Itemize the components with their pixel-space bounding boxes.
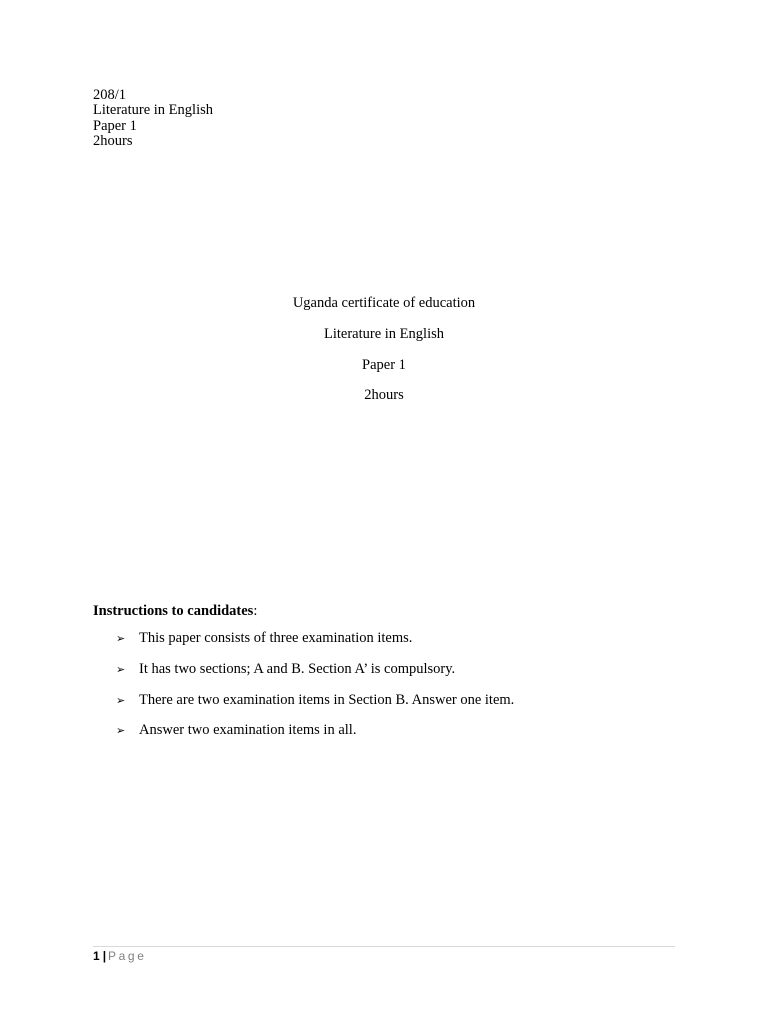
instructions-heading: [93, 603, 257, 620]
footer-separator: |: [102, 949, 107, 963]
instructions-heading-text: Instructions to candidates: [93, 603, 254, 619]
list-item: [0, 630, 768, 661]
header-block: [93, 88, 213, 150]
title-subject: Literature in English: [324, 325, 444, 342]
footer-divider: [93, 946, 675, 947]
paper-code: 208/1: [93, 87, 127, 103]
title-paper: Paper 1: [362, 356, 406, 373]
page-label: Page: [108, 949, 147, 963]
title-block: [0, 295, 768, 418]
arrow-bullet-icon: ➢: [116, 693, 126, 707]
page-footer: [93, 948, 146, 964]
title-duration: 2hours: [364, 387, 404, 404]
header-paper: Paper 1: [93, 117, 137, 134]
arrow-bullet-icon: ➢: [116, 724, 126, 738]
instruction-text: Answer two examination items in all.: [139, 722, 357, 739]
instruction-text: There are two examination items in Section B. Answer one item.: [139, 691, 515, 708]
exam-name: Uganda certificate of education: [292, 295, 476, 311]
arrow-bullet-icon: ➢: [116, 662, 126, 676]
list-item: [0, 722, 768, 753]
header-duration: 2hours: [93, 133, 133, 150]
header-subject: Literature in English: [93, 102, 213, 119]
arrow-bullet-icon: ➢: [116, 632, 126, 645]
instruction-text: It has two sections; A and B. Section A’ is compulsory.: [139, 660, 456, 677]
instructions-heading-colon: :: [253, 603, 258, 619]
list-item: [0, 692, 768, 723]
list-item: [0, 661, 768, 692]
instructions-list: [0, 630, 768, 753]
instruction-text: This paper consists of three examination items.: [139, 630, 413, 646]
page-number: 1: [93, 949, 100, 963]
